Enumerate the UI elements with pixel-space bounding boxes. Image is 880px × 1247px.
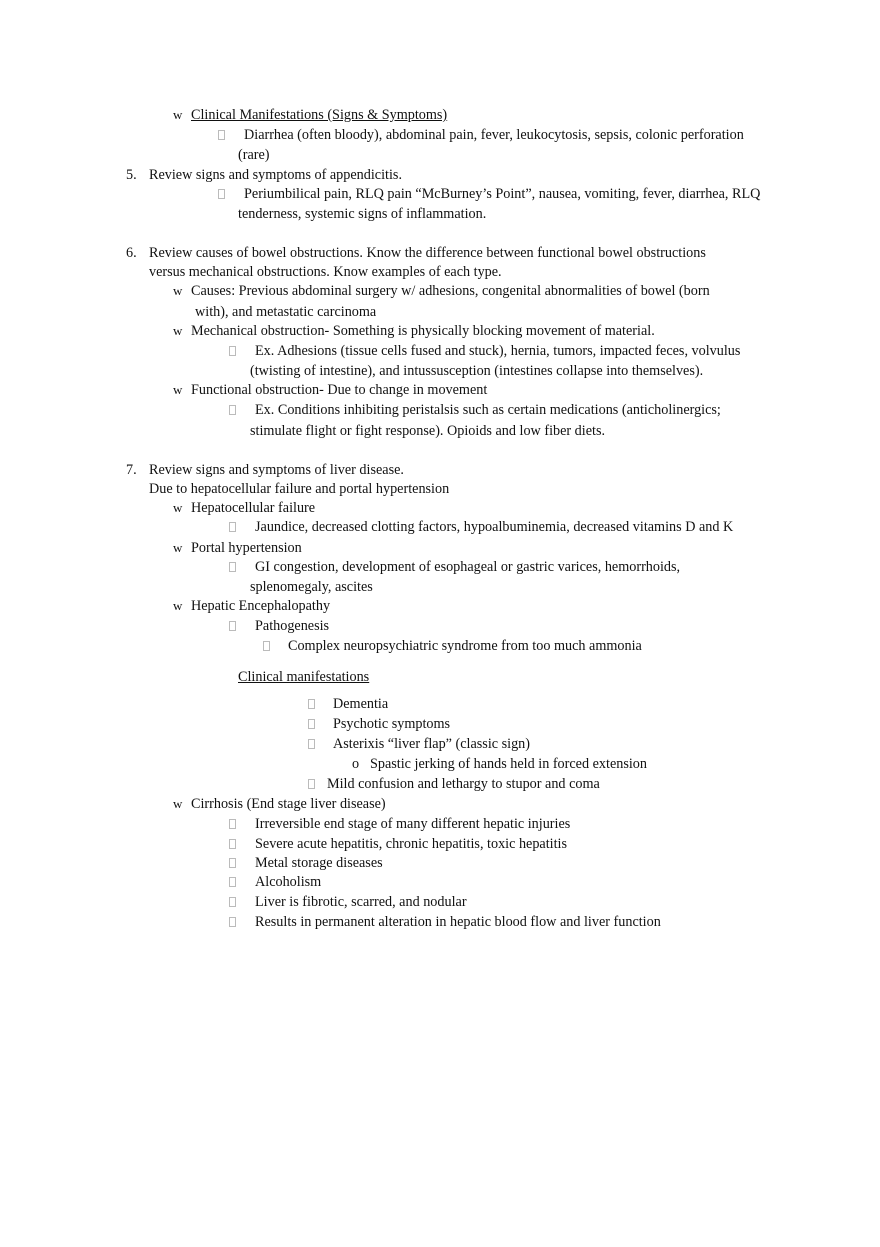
text-line: Causes: Previous abdominal surgery w/ adhesions, congenital abnormalities of bowel (born: [191, 283, 710, 299]
missing-glyph-bullet-icon: [229, 897, 236, 907]
circle-bullet: o: [352, 756, 360, 772]
wingding-bullet: w: [173, 598, 183, 613]
text-line: Spastic jerking of hands held in forced extension: [370, 756, 647, 772]
text-line: Complex neuropsychiatric syndrome from too much ammonia: [288, 638, 642, 654]
text-line: (rare): [238, 147, 270, 163]
text-line: Liver is fibrotic, scarred, and nodular: [255, 894, 467, 910]
text-line: tenderness, systemic signs of inflammation.: [238, 206, 487, 222]
text-line: Hepatic Encephalopathy: [191, 598, 331, 614]
missing-glyph-bullet-icon: [218, 130, 225, 140]
missing-glyph-bullet-icon: [229, 819, 236, 829]
wingding-bullet: w: [173, 540, 183, 555]
text-line: Hepatocellular failure: [191, 500, 316, 516]
question-item-7: Review signs and symptoms of liver disease.: [149, 462, 404, 478]
missing-glyph-bullet-icon: [229, 917, 236, 927]
text-line: stimulate flight or fight response). Opioids and low fiber diets.: [250, 423, 606, 439]
text-line: Psychotic symptoms: [333, 716, 451, 732]
missing-glyph-bullet-icon: [308, 779, 315, 789]
missing-glyph-bullet-icon: [229, 858, 236, 868]
missing-glyph-bullet-icon: [263, 641, 270, 651]
wingding-bullet: w: [173, 323, 183, 338]
list-number: 7.: [126, 462, 137, 478]
missing-glyph-bullet-icon: [229, 839, 236, 849]
wingding-bullet: w: [173, 796, 183, 811]
text-line: Cirrhosis (End stage liver disease): [191, 796, 386, 812]
text-line: Results in permanent alteration in hepatic blood flow and liver function: [255, 914, 661, 930]
list-number: 5.: [126, 167, 137, 183]
missing-glyph-bullet-icon: [229, 405, 236, 415]
subheading-clinical-manifestations: Clinical manifestations: [238, 669, 370, 685]
text-line: Ex. Adhesions (tissue cells fused and stuck), hernia, tumors, impacted feces, volvulus: [255, 343, 741, 359]
text-line: with), and metastatic carcinoma: [195, 304, 377, 320]
text-line: Metal storage diseases: [255, 855, 383, 871]
missing-glyph-bullet-icon: [229, 346, 236, 356]
text-line: (twisting of intestine), and intussusception (intestines collapse into themselves).: [250, 363, 704, 379]
text-line: Pathogenesis: [255, 618, 330, 634]
missing-glyph-bullet-icon: [218, 189, 225, 199]
text-line: Diarrhea (often bloody), abdominal pain, fever, leukocytosis, sepsis, colonic perforation: [244, 127, 744, 143]
text-line: versus mechanical obstructions. Know examples of each type.: [149, 264, 502, 280]
wingding-bullet: w: [173, 283, 183, 298]
missing-glyph-bullet-icon: [308, 739, 315, 749]
text-line: Mechanical obstruction- Something is physically blocking movement of material.: [191, 323, 655, 339]
text-line: Mild confusion and lethargy to stupor and coma: [327, 776, 600, 792]
text-line: Jaundice, decreased clotting factors, hypoalbuminemia, decreased vitamins D and K: [255, 519, 734, 535]
list-number: 6.: [126, 245, 137, 261]
wingding-bullet: w: [173, 500, 183, 515]
wingding-bullet: w: [173, 107, 183, 122]
text-line: Dementia: [333, 696, 389, 712]
text-line: Due to hepatocellular failure and portal hypertension: [149, 481, 450, 497]
text-line: Irreversible end stage of many different hepatic injuries: [255, 816, 571, 832]
text-line: splenomegaly, ascites: [250, 579, 373, 595]
missing-glyph-bullet-icon: [229, 522, 236, 532]
subheading-clinical-manifestations: Clinical Manifestations (Signs & Symptoms): [191, 107, 448, 123]
text-line: Severe acute hepatitis, chronic hepatitis, toxic hepatitis: [255, 836, 568, 852]
missing-glyph-bullet-icon: [229, 877, 236, 887]
text-line: Alcoholism: [255, 874, 322, 890]
text-line: Periumbilical pain, RLQ pain “McBurney’s Point”, nausea, vomiting, fever, diarrhea, RLQ: [244, 186, 761, 202]
question-item-6: Review causes of bowel obstructions. Know the difference between functional bowel obstructions: [149, 245, 706, 261]
text-line: Asterixis “liver flap” (classic sign): [333, 736, 530, 752]
text-line: Functional obstruction- Due to change in movement: [191, 382, 488, 398]
missing-glyph-bullet-icon: [308, 699, 315, 709]
question-item-5: Review signs and symptoms of appendicitis.: [149, 167, 402, 183]
text-line: Portal hypertension: [191, 540, 302, 556]
text-line: GI congestion, development of esophageal or gastric varices, hemorrhoids,: [255, 559, 681, 575]
missing-glyph-bullet-icon: [308, 719, 315, 729]
wingding-bullet: w: [173, 382, 183, 397]
missing-glyph-bullet-icon: [229, 621, 236, 631]
missing-glyph-bullet-icon: [229, 562, 236, 572]
text-line: Ex. Conditions inhibiting peristalsis such as certain medications (anticholinergics;: [255, 402, 721, 418]
